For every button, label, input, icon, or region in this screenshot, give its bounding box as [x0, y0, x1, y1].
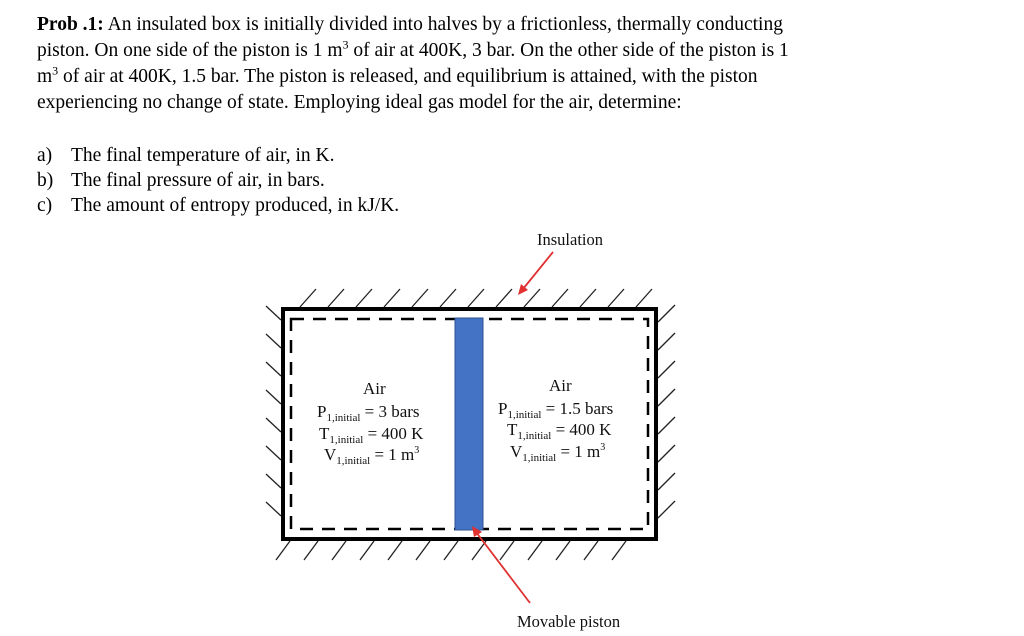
hatch-line	[658, 361, 675, 378]
problem-line-2: piston. On one side of the piston is 1 $m^3$ of air at 400K, 3 bar. On the other side of the piston is 1	[37, 37, 789, 61]
hatch-line	[584, 541, 598, 560]
left-temperature: $T_{1,initial} = 400$ K	[319, 424, 424, 446]
hatch-line	[266, 502, 281, 516]
hatch-line	[552, 289, 568, 307]
left-volume: $V_{1,initial} = 1$ $m^3$	[324, 445, 420, 467]
problem-title: Prob .1:	[37, 14, 104, 35]
hatch-line	[636, 289, 652, 307]
right-volume: $V_{1,initial} = 1$ $m^3$	[510, 442, 606, 464]
hatch-line	[332, 541, 346, 560]
problem-line-4: experiencing no change of state. Employing ideal gas model for the air, determine:	[37, 92, 682, 113]
left-air-label: Air	[363, 379, 386, 398]
hatch-line	[266, 306, 281, 320]
insulation-arrow	[518, 252, 553, 295]
right-temperature: $T_{1,initial} = 400$ K	[507, 420, 612, 442]
hatch-line	[608, 289, 624, 307]
hatch-line	[658, 501, 675, 518]
hatch-line	[440, 289, 456, 307]
hatch-line	[266, 418, 281, 432]
question-a: a) The final temperature of air, in K.	[37, 145, 335, 166]
movable-piston-label: Movable piston	[517, 612, 621, 631]
hatch-line	[360, 541, 374, 560]
hatch-line	[496, 289, 512, 307]
hatch-line	[266, 474, 281, 488]
hatch-line	[500, 541, 514, 560]
hatch-line	[304, 541, 318, 560]
piston	[455, 318, 483, 530]
hatch-line	[556, 541, 570, 560]
problem-line-3: $m^3$ of air at 400K, 1.5 bar. The piston is released, and equilibrium is attained, with the piston	[37, 63, 758, 87]
hatch-line	[384, 289, 400, 307]
hatch-line	[658, 445, 675, 462]
hatch-line	[266, 390, 281, 404]
hatch-line	[356, 289, 372, 307]
question-b: b) The final pressure of air, in bars.	[37, 170, 325, 191]
hatch-line	[658, 417, 675, 434]
hatch-line	[300, 289, 316, 307]
hatch-line	[388, 541, 402, 560]
hatch-line	[612, 541, 626, 560]
hatch-line	[658, 305, 675, 322]
left-pressure: $P_{1,initial} = 3$ bars	[317, 402, 420, 424]
hatch-line	[266, 334, 281, 348]
hatch-line	[416, 541, 430, 560]
hatch-line	[266, 362, 281, 376]
question-c: c) The amount of entropy produced, in kJ/K.	[37, 195, 400, 216]
hatch-line	[528, 541, 542, 560]
hatch-line	[468, 289, 484, 307]
hatch-line	[444, 541, 458, 560]
right-air-label: Air	[549, 376, 572, 395]
hatch-line	[658, 473, 675, 490]
hatch-line	[328, 289, 344, 307]
hatch-line	[412, 289, 428, 307]
hatch-line	[276, 541, 290, 560]
left-air-properties	[317, 379, 424, 467]
hatch-line	[658, 389, 675, 406]
hatch-line	[524, 289, 540, 307]
hatch-line	[266, 446, 281, 460]
insulation-label: Insulation	[537, 230, 603, 249]
right-pressure: $P_{1,initial} = 1.5$ bars	[498, 399, 614, 421]
hatch-line	[580, 289, 596, 307]
right-air-properties	[498, 376, 613, 464]
hatch-line	[658, 333, 675, 350]
problem-line-1: Prob .1: An insulated box is initially divided into halves by a frictionless, thermally conducting	[37, 14, 783, 35]
